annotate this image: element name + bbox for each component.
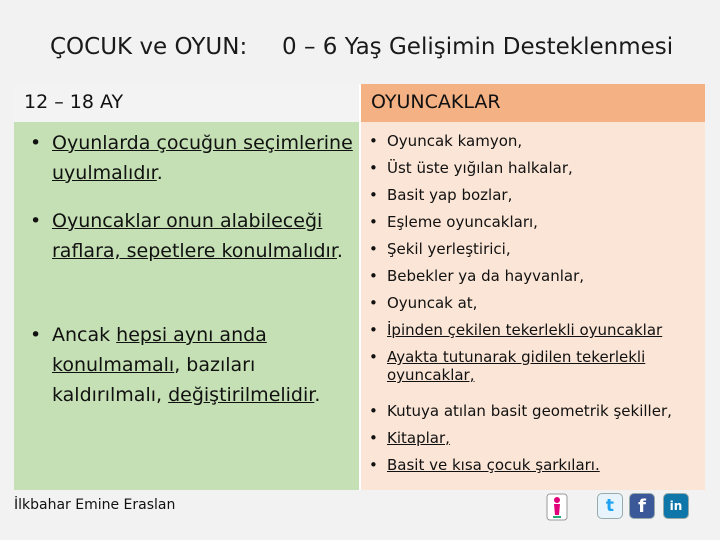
toy-item: • Bebekler ya da hayvanlar, bbox=[369, 267, 585, 285]
bullet-icon: • bbox=[30, 132, 42, 154]
twitter-icon[interactable]: t bbox=[597, 493, 623, 519]
toy-item: • Oyuncak at, bbox=[369, 294, 478, 312]
toy-item: • Basit ve kısa çocuk şarkıları. bbox=[369, 456, 600, 474]
toy-item: • Kitaplar, bbox=[369, 429, 450, 447]
left-bullet-3: • Ancak hepsi aynı anda konulmamalı, bazıları kaldırılmalı, değiştirilmelidir. bbox=[30, 320, 355, 410]
bullet-icon: • bbox=[30, 210, 42, 232]
left-bullet-1: • Oyunlarda çocuğun seçimlerine uyulmalıdır. bbox=[30, 128, 355, 188]
toy-item: • Şekil yerleştirici, bbox=[369, 240, 511, 258]
facebook-icon[interactable]: f bbox=[629, 493, 655, 519]
toy-item: • Ayakta tutunarak gidilen tekerlekli oyuncaklar, bbox=[369, 348, 646, 384]
toy-item: • Basit yap bozlar, bbox=[369, 186, 513, 204]
right-column bbox=[361, 122, 705, 490]
toy-item: • Kutuya atılan basit geometrik şekiller, bbox=[369, 402, 672, 420]
brand-logo-icon bbox=[546, 493, 568, 521]
linkedin-icon[interactable]: in bbox=[663, 493, 689, 519]
slide-title-left: ÇOCUK ve OYUN: bbox=[50, 34, 248, 60]
toy-item: • Üst üste yığılan halkalar, bbox=[369, 159, 573, 177]
slide-title-right: 0 – 6 Yaş Gelişimin Desteklenmesi bbox=[282, 34, 674, 60]
bullet-icon: • bbox=[30, 324, 42, 346]
toy-item: • Eşleme oyuncakları, bbox=[369, 213, 538, 231]
author-name: İlkbahar Emine Eraslan bbox=[14, 497, 176, 513]
left-bullet-2: • Oyuncaklar onun alabileceği raflara, sepetlere konulmalıdır. bbox=[30, 206, 355, 266]
left-column bbox=[14, 122, 359, 490]
toy-item: • İpinden çekilen tekerlekli oyuncaklar bbox=[369, 321, 663, 339]
header-toys: OYUNCAKLAR bbox=[361, 84, 705, 122]
header-age: 12 – 18 AY bbox=[14, 84, 359, 122]
toy-item: • Oyuncak kamyon, bbox=[369, 132, 523, 150]
